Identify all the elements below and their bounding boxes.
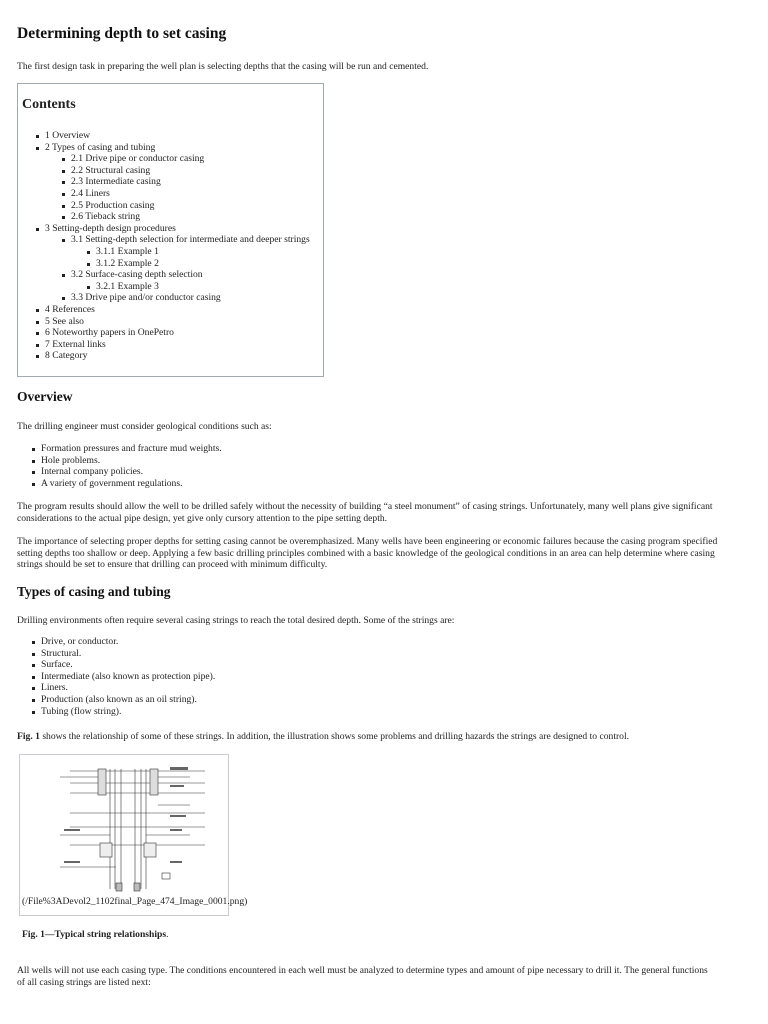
toc-item[interactable]: 2.4 Liners — [18, 188, 310, 200]
figure-link[interactable]: Fig. 1 — [17, 731, 40, 742]
text-line: All wells will not use each casing type. The conditions encountered in each well must be analyzed to determine types and amount of pipe necessary to drill it. The general functions — [17, 965, 708, 976]
list-item: Liners. — [30, 682, 215, 694]
toc-item[interactable]: 3.1 Setting-depth selection for intermediate and deeper strings — [18, 234, 310, 246]
figure-label-end: . — [166, 929, 169, 940]
list-item: Surface. — [30, 659, 215, 671]
table-of-contents — [17, 83, 324, 377]
toc-item[interactable]: 2.1 Drive pipe or conductor casing — [18, 153, 310, 165]
list-item: Formation pressures and fracture mud weights. — [30, 443, 222, 455]
casing-diagram-image — [20, 755, 228, 895]
toc-item[interactable]: 2.6 Tieback string — [18, 211, 310, 223]
text-line: of all casing strings are listed next: — [17, 976, 151, 988]
figure-label-text: Fig. 1—Typical string relationships — [22, 929, 167, 940]
overview-paragraph-2 — [17, 536, 757, 571]
toc-item[interactable]: 3.2.1 Example 3 — [18, 281, 310, 293]
toc-item[interactable]: 3.3 Drive pipe and/or conductor casing — [18, 292, 310, 304]
overview-bullet-list — [30, 443, 222, 489]
text-line: setting depths too shallow or deep. Applying a few basic drilling principles combined with a basic knowledge of the geological conditions in an area can help determine where casing — [17, 547, 715, 559]
intro-paragraph: The first design task in preparing the well plan is selecting depths that the casing will be run and cemented. — [17, 61, 429, 72]
list-item: Production (also known as an oil string). — [30, 694, 215, 706]
list-item: Drive, or conductor. — [30, 636, 215, 648]
toc-item[interactable]: 6 Noteworthy papers in OnePetro — [18, 327, 310, 339]
toc-item[interactable]: 1 Overview — [18, 130, 310, 142]
toc-item[interactable]: 2.2 Structural casing — [18, 165, 310, 177]
toc-title: Contents — [22, 97, 76, 112]
figure-box[interactable] — [19, 754, 248, 916]
toc-item[interactable]: 2 Types of casing and tubing — [18, 142, 310, 154]
list-item: A variety of government regulations. — [30, 478, 222, 490]
types-bullet-list — [30, 636, 215, 717]
figure-file-caption: (/File%3ADevol2_1102final_Page_474_Image_0001.png) — [22, 896, 248, 907]
list-item: Intermediate (also known as protection pipe). — [30, 671, 215, 683]
toc-item[interactable]: 3 Setting-depth design procedures — [18, 223, 310, 235]
text-line: The program results should allow the well to be drilled safely without the necessity of building “a steel monument” of casing strings. Unfortunately, many well plans give significant — [17, 501, 713, 512]
toc-item[interactable]: 8 Category — [18, 350, 310, 362]
list-item: Structural. — [30, 648, 215, 660]
overview-lead: The drilling engineer must consider geological conditions such as: — [17, 421, 272, 432]
final-paragraph — [17, 965, 757, 988]
types-lead: Drilling environments often require several casing strings to reach the total desired depth. Some of the strings are: — [17, 615, 455, 626]
text-line: strings should be set to ensure that drilling can proceed with minimum difficulty. — [17, 559, 328, 571]
toc-item[interactable]: 4 References — [18, 304, 310, 316]
text-line: shows the relationship of some of these strings. In addition, the illustration shows some problems and drilling hazards the strings are designed to control. — [39, 731, 630, 742]
toc-item[interactable]: 3.1.2 Example 2 — [18, 258, 310, 270]
toc-item[interactable]: 3.2 Surface-casing depth selection — [18, 269, 310, 281]
figure-label — [22, 929, 169, 941]
types-heading: Types of casing and tubing — [17, 584, 171, 599]
figure-reference-paragraph — [17, 731, 757, 743]
list-item: Tubing (flow string). — [30, 706, 215, 718]
page-title: Determining depth to set casing — [17, 25, 227, 42]
toc-item[interactable]: 3.1.1 Example 1 — [18, 246, 310, 258]
toc-item[interactable]: 2.3 Intermediate casing — [18, 176, 310, 188]
overview-paragraph-1 — [17, 501, 757, 524]
text-line: considerations to the actual pipe design, yet give only cursory attention to the pipe setting depth. — [17, 512, 388, 524]
text-line: The importance of selecting proper depths for setting casing cannot be overemphasized. Many wells have been engineering or economic failures because the casing program specified — [17, 536, 718, 547]
list-item: Hole problems. — [30, 455, 222, 467]
list-item: Internal company policies. — [30, 466, 222, 478]
overview-heading: Overview — [17, 389, 73, 404]
toc-item[interactable]: 2.5 Production casing — [18, 200, 310, 212]
toc-item[interactable]: 7 External links — [18, 339, 310, 351]
toc-list — [18, 130, 310, 362]
toc-item[interactable]: 5 See also — [18, 316, 310, 328]
